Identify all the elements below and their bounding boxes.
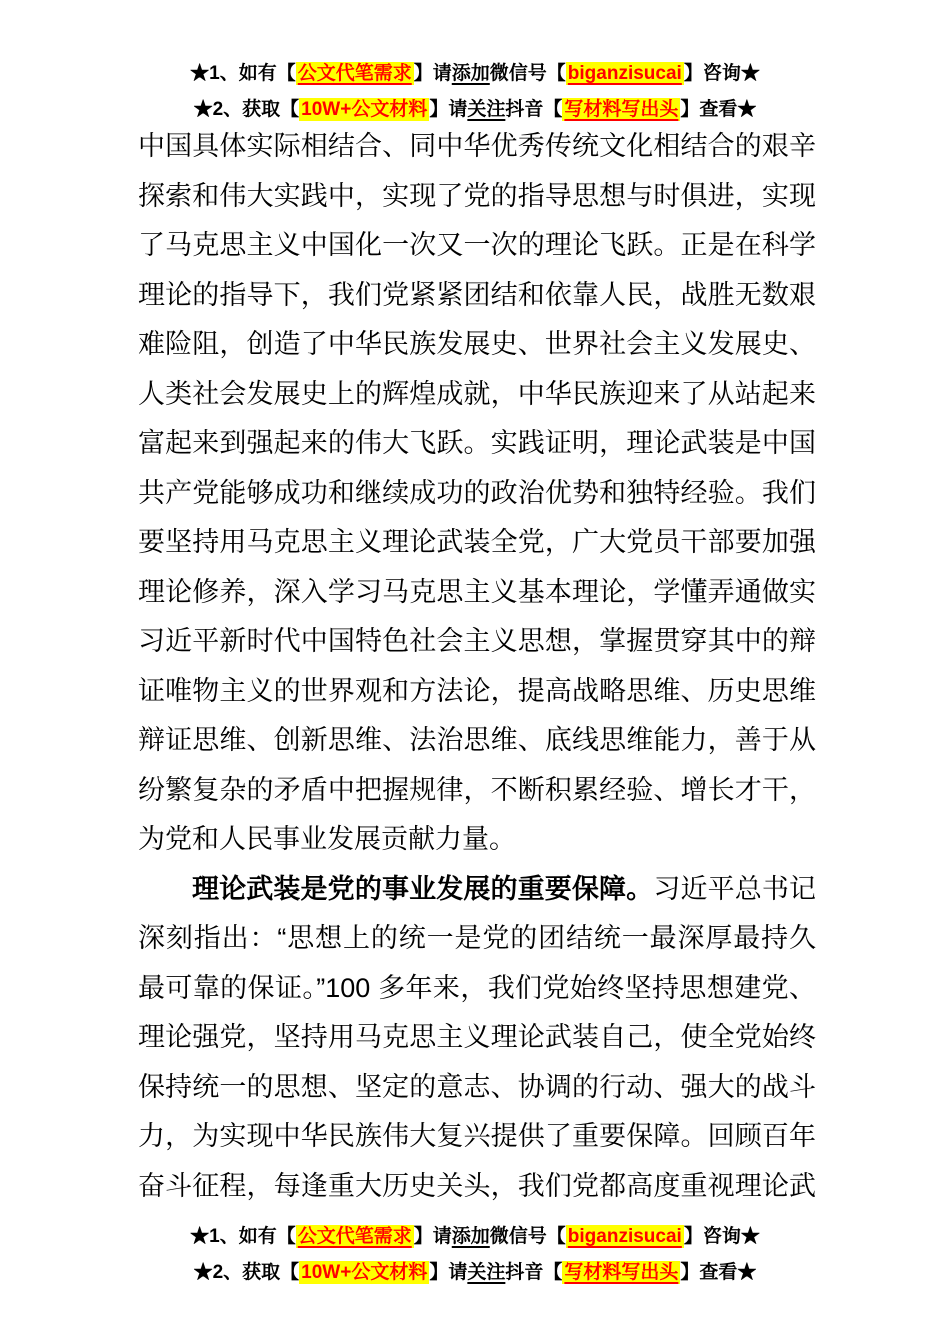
body-line [138, 568, 816, 618]
body-line-text: 了马克思主义中国化一次又一次的理论飞跃。正是在科学 [138, 230, 816, 260]
banner-text: 微信号【 [489, 1226, 566, 1247]
banner-highlight-text: biganzisucai [567, 1226, 682, 1247]
body-line [138, 271, 816, 321]
body-line [138, 370, 816, 420]
header-banner [0, 0, 950, 128]
banner-underline-text: 关注 [467, 1262, 506, 1283]
body-line [138, 716, 816, 766]
body-line [138, 667, 816, 717]
banner-highlight-text: 公文代笔需求 [297, 1226, 412, 1247]
banner-text: ★2、获取【 [193, 99, 300, 120]
body-line [138, 320, 816, 370]
body-line-text: 习近平新时代中国特色社会主义思想，掌握贯穿其中的辩 [138, 626, 816, 656]
body-line-text: 难险阻，创造了中华民族发展史、世界社会主义发展史、 [138, 329, 816, 359]
body-line [138, 469, 816, 519]
paragraph-lead-bold: 理论武装是党的事业发展的重要保障。 [192, 873, 654, 904]
body-line-text: 力，为实现中华民族伟大复兴提供了重要保障。回顾百年 [138, 1121, 816, 1151]
banner-line-2 [0, 1255, 950, 1291]
banner-text: 】请 [429, 99, 468, 120]
body-line-text: 人类社会发展史上的辉煌成就，中华民族迎来了从站起来 [138, 378, 816, 409]
footer-banner [0, 1211, 950, 1291]
body-line-text: 中国具体实际相结合、同中华优秀传统文化相结合的艰辛 [138, 131, 816, 161]
banner-text: 】咨询★ [683, 63, 760, 84]
body-line-text: 纷繁复杂的矛盾中把握规律，不断积累经验、增长才干， [138, 774, 816, 805]
body-line-text: 辩证思维、创新思维、法治思维、底线思维能力，善于从 [138, 725, 816, 755]
banner-underline-text: 添加 [451, 63, 490, 84]
body-line-text: 理论强党，坚持用马克思主义理论武装自己，使全党始终 [138, 1022, 816, 1052]
body-line-text: 奋斗征程，每逢重大历史关头，我们党都高度重视理论武 [138, 1170, 816, 1201]
body-line-text: 为党和人民事业发展贡献力量。 [138, 824, 516, 854]
banner-text: 】请 [429, 1262, 468, 1283]
banner-text: ★1、如有【 [190, 63, 296, 84]
banner-highlight-text: 写材料写出头 [564, 99, 679, 120]
banner-text: 】查看★ [680, 99, 757, 120]
banner-underline-text: 关注 [467, 99, 506, 120]
body-line [138, 172, 816, 222]
body-line [138, 419, 816, 469]
banner-highlight-text: 10W+公文材料 [301, 99, 428, 120]
body-line [138, 865, 816, 915]
banner-underline-text: 添加 [451, 1226, 490, 1247]
banner-line-1 [0, 1219, 950, 1255]
body-line [138, 964, 816, 1014]
banner-text: 】咨询★ [683, 1226, 760, 1247]
banner-text: ★2、获取【 [193, 1262, 300, 1283]
body-line [138, 815, 816, 865]
body-line [138, 1013, 816, 1063]
body-line-text: 理论的指导下，我们党紧紧团结和依靠人民，战胜无数艰 [138, 279, 816, 310]
body-line [138, 1162, 816, 1212]
body-line-text: 深刻指出：“思想上的统一是党的团结统一最深厚最持久 [138, 923, 816, 953]
body-line-text: 保持统一的思想、坚定的意志、协调的行动、强大的战斗 [138, 1071, 816, 1102]
banner-text: 抖音【 [505, 99, 563, 120]
banner-line-1 [0, 56, 950, 92]
body-line-text: 最可靠的保证。”100 多年来，我们党始终坚持思想建党、 [138, 972, 816, 1003]
banner-text: 】请 [413, 63, 452, 84]
banner-highlight-text: 写材料写出头 [564, 1262, 679, 1283]
banner-text: 】请 [413, 1226, 452, 1247]
body-line-text: 探索和伟大实践中，实现了党的指导思想与时俱进，实现 [138, 180, 816, 211]
body-line [138, 221, 816, 271]
body-line-text: 证唯物主义的世界观和方法论，提高战略思维、历史思维 [138, 675, 816, 706]
body-line-text: 理论修养，深入学习马克思主义基本理论，学懂弄通做实 [138, 576, 816, 607]
body-line-text: 共产党能够成功和继续成功的政治优势和独特经验。我们 [138, 477, 816, 508]
body-line-text: 习近平总书记 [653, 873, 816, 904]
banner-text: 微信号【 [489, 63, 566, 84]
banner-text: 】查看★ [680, 1262, 757, 1283]
banner-text: ★1、如有【 [190, 1226, 296, 1247]
banner-highlight-text: biganzisucai [567, 63, 682, 84]
body-line-text: 富起来到强起来的伟大飞跃。实践证明，理论武装是中国 [138, 428, 816, 458]
body-line [138, 766, 816, 816]
body-line [138, 617, 816, 667]
body-line [138, 1112, 816, 1162]
banner-text: 抖音【 [505, 1262, 563, 1283]
document-body [138, 122, 816, 1211]
body-line [138, 1063, 816, 1113]
body-line [138, 518, 816, 568]
banner-highlight-text: 公文代笔需求 [297, 63, 412, 84]
body-line-text: 要坚持用马克思主义理论武装全党，广大党员干部要加强 [138, 527, 816, 557]
body-line [138, 122, 816, 172]
body-line [138, 914, 816, 964]
banner-highlight-text: 10W+公文材料 [301, 1262, 428, 1283]
